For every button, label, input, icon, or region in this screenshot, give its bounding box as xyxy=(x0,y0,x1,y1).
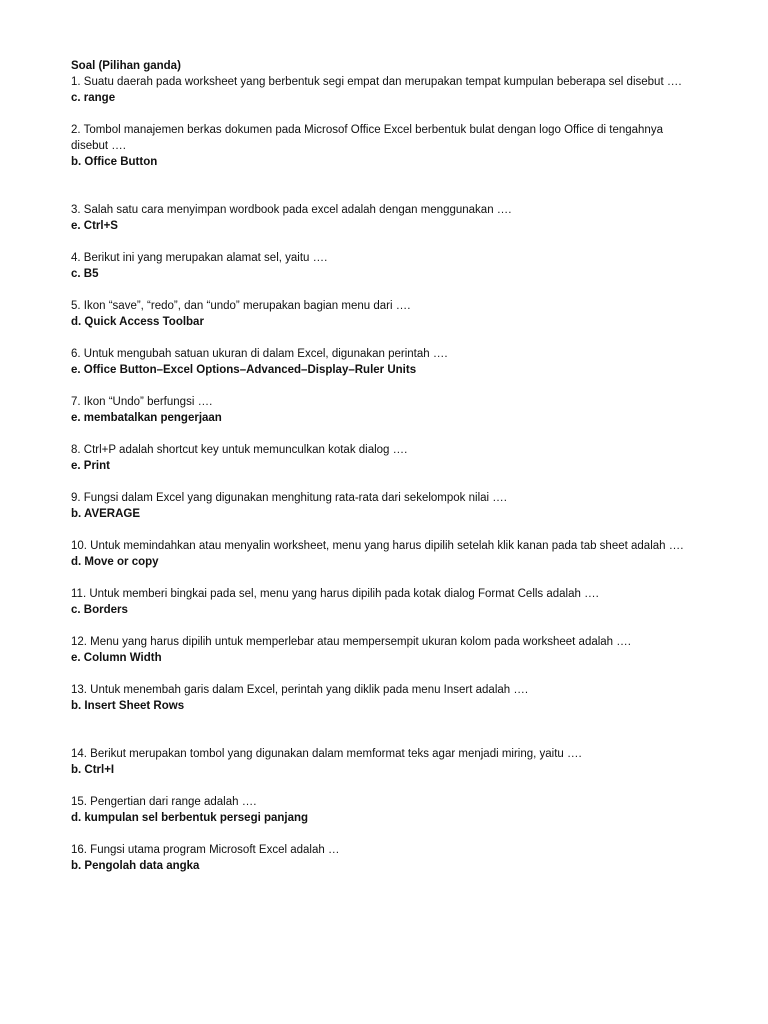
spacer xyxy=(71,618,701,634)
spacer xyxy=(71,282,701,298)
question-text: 5. Ikon “save”, “redo”, dan “undo” merupakan bagian menu dari …. xyxy=(71,300,411,312)
answer-text: e. membatalkan pengerjaan xyxy=(71,412,222,424)
answer-text: c. range xyxy=(71,92,116,104)
spacer xyxy=(71,714,701,746)
question-text: 16. Fungsi utama program Microsoft Excel adalah … xyxy=(71,844,340,856)
question-text: 6. Untuk mengubah satuan ukuran di dalam Excel, digunakan perintah …. xyxy=(71,348,448,360)
question-item xyxy=(71,842,701,874)
question-item xyxy=(71,250,701,282)
question-text: 8. Ctrl+P adalah shortcut key untuk memunculkan kotak dialog …. xyxy=(71,444,408,456)
question-item xyxy=(71,442,701,474)
document-title: Soal (Pilihan ganda) xyxy=(71,60,181,72)
answer-text: b. Insert Sheet Rows xyxy=(71,700,185,712)
question-text: 1. Suatu daerah pada worksheet yang berbentuk segi empat dan merupakan tempat kumpulan beberapa sel disebut …. xyxy=(71,76,682,88)
question-item xyxy=(71,122,701,170)
question-item xyxy=(71,346,701,378)
spacer xyxy=(71,330,701,346)
question-text: 10. Untuk memindahkan atau menyalin worksheet, menu yang harus dipilih setelah klik kanan pada tab sheet adalah …. xyxy=(71,540,684,552)
answer-text: b. Pengolah data angka xyxy=(71,860,200,872)
answer-text: e. Ctrl+S xyxy=(71,220,118,232)
question-text: 14. Berikut merupakan tombol yang digunakan dalam memformat teks agar menjadi miring, yaitu …. xyxy=(71,748,582,760)
question-text: 11. Untuk memberi bingkai pada sel, menu yang harus dipilih pada kotak dialog Format Cells adalah …. xyxy=(71,588,599,600)
question-item xyxy=(71,682,701,714)
answer-text: d. Quick Access Toolbar xyxy=(71,316,204,328)
spacer xyxy=(71,234,701,250)
question-item xyxy=(71,202,701,234)
answer-text: b. AVERAGE xyxy=(71,508,141,520)
question-item xyxy=(71,746,701,778)
question-text: 4. Berikut ini yang merupakan alamat sel, yaitu …. xyxy=(71,252,328,264)
spacer xyxy=(71,570,701,586)
spacer xyxy=(71,378,701,394)
question-item xyxy=(71,794,701,826)
spacer xyxy=(71,826,701,842)
question-text: 2. Tombol manajemen berkas dokumen pada Microsof Office Excel berbentuk bulat dengan logo Office di tengahnya disebut …. xyxy=(71,124,663,152)
question-item xyxy=(71,538,701,570)
answer-text: d. kumpulan sel berbentuk persegi panjang xyxy=(71,812,309,824)
question-text: 15. Pengertian dari range adalah …. xyxy=(71,796,257,808)
answer-text: e. Print xyxy=(71,460,110,472)
question-text: 9. Fungsi dalam Excel yang digunakan menghitung rata-rata dari sekelompok nilai …. xyxy=(71,492,507,504)
spacer xyxy=(71,666,701,682)
question-item xyxy=(71,298,701,330)
answer-text: c. Borders xyxy=(71,604,128,616)
spacer xyxy=(71,106,701,122)
question-item xyxy=(71,74,701,106)
answer-text: c. B5 xyxy=(71,268,99,280)
spacer xyxy=(71,170,701,202)
answer-text: e. Office Button–Excel Options–Advanced–Display–Ruler Units xyxy=(71,364,417,376)
spacer xyxy=(71,778,701,794)
question-text: 3. Salah satu cara menyimpan wordbook pada excel adalah dengan menggunakan …. xyxy=(71,204,512,216)
spacer xyxy=(71,426,701,442)
question-item xyxy=(71,490,701,522)
spacer xyxy=(71,474,701,490)
answer-text: b. Ctrl+I xyxy=(71,764,115,776)
document-page xyxy=(71,58,701,874)
answer-text: e. Column Width xyxy=(71,652,162,664)
answer-text: d. Move or copy xyxy=(71,556,159,568)
question-item xyxy=(71,394,701,426)
question-text: 13. Untuk menembah garis dalam Excel, perintah yang diklik pada menu Insert adalah …. xyxy=(71,684,529,696)
answer-text: b. Office Button xyxy=(71,156,158,168)
spacer xyxy=(71,522,701,538)
question-text: 12. Menu yang harus dipilih untuk memperlebar atau mempersempit ukuran kolom pada worksheet adalah …. xyxy=(71,636,631,648)
question-item xyxy=(71,634,701,666)
question-item xyxy=(71,586,701,618)
question-text: 7. Ikon “Undo” berfungsi …. xyxy=(71,396,213,408)
